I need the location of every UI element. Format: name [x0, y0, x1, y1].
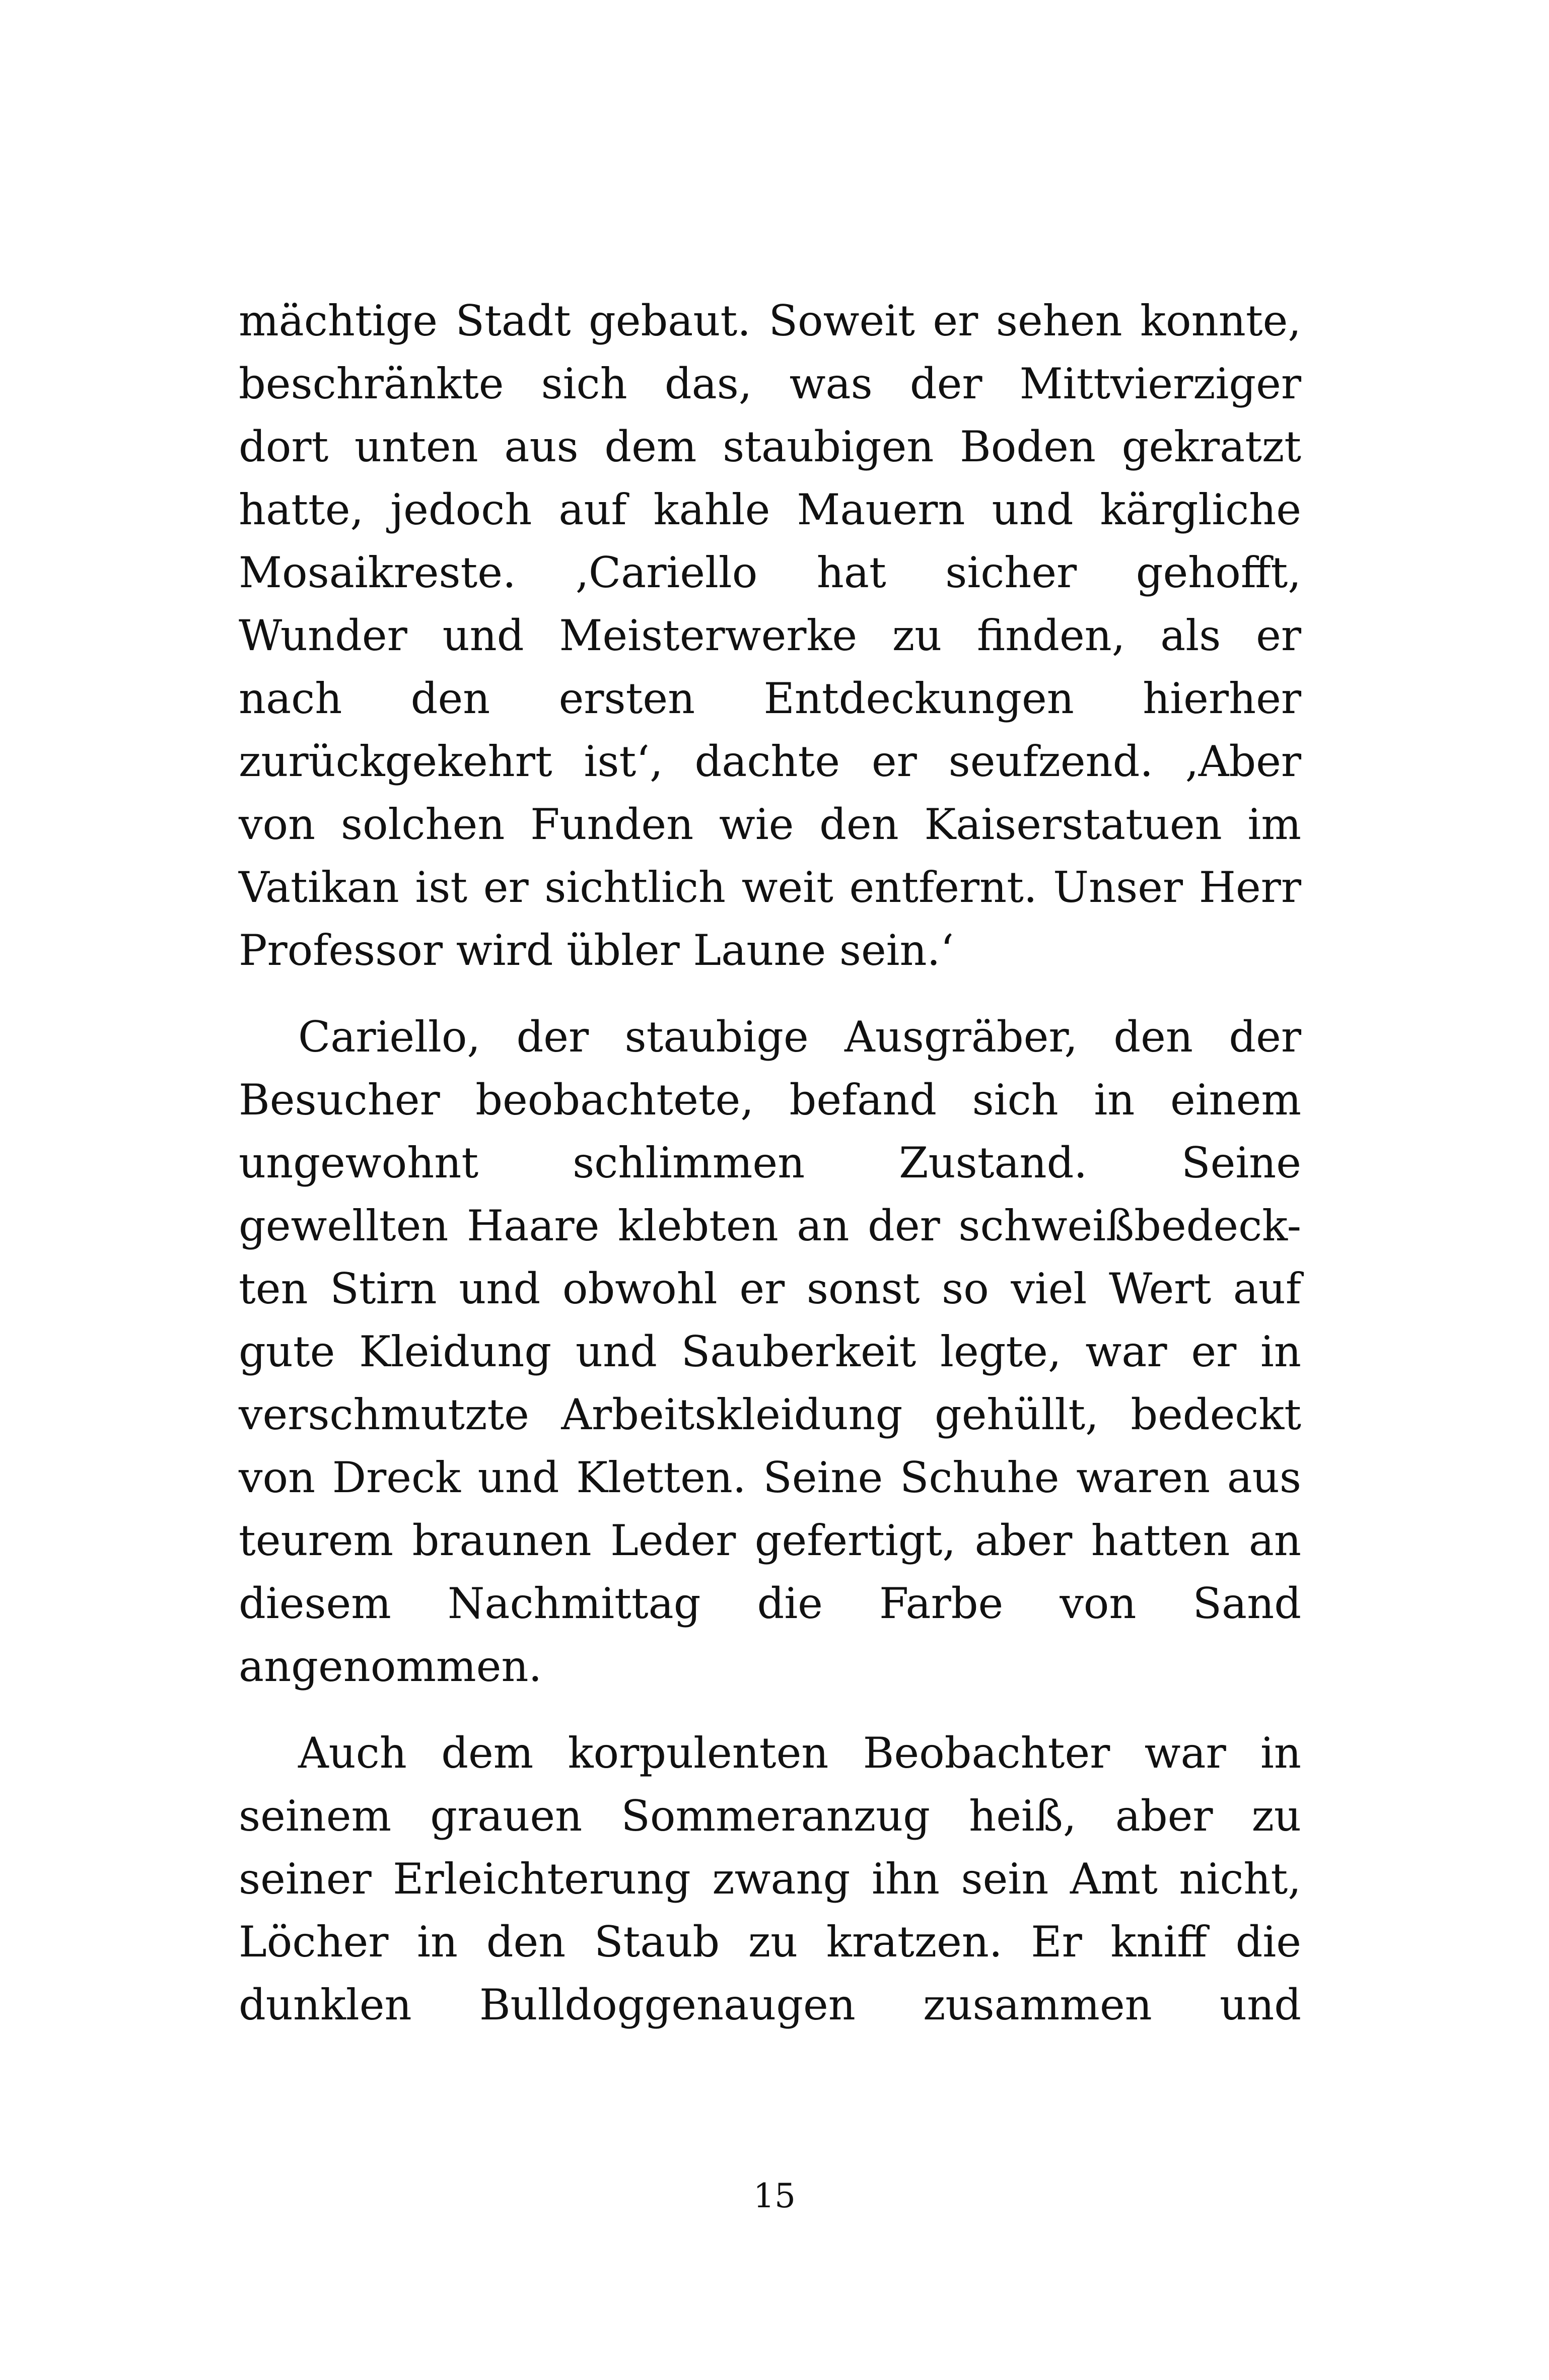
text-line: zurückgekehrt ist‘, dachte er seufzend. ‚Aber [239, 737, 1301, 786]
text-line: teurem braunen Leder gefertigt, aber hatten an [239, 1516, 1301, 1565]
text-line: Löcher in den Staub zu kratzen. Er kniff die [239, 1917, 1301, 1967]
page-number: 15 [753, 2177, 796, 2215]
text-line: Besucher beobachtete, befand sich in einem [239, 1075, 1301, 1125]
text-line: angenommen. [239, 1642, 542, 1691]
text-line: gute Kleidung und Sauberkeit legte, war er in [239, 1327, 1301, 1376]
text-line: Auch dem korpulenten Beobachter war in [298, 1728, 1301, 1778]
text-line: seiner Erleichterung zwang ihn sein Amt nicht, [239, 1854, 1301, 1904]
text-line: hatte, jedoch auf kahle Mauern und kärgliche [239, 485, 1301, 534]
paragraph-spacer [239, 1698, 1301, 1722]
text-line: gewellten Haare klebten an der schweißbedeck- [239, 1201, 1301, 1250]
body-text [239, 290, 1301, 2037]
text-line: mächtige Stadt gebaut. Soweit er sehen konnte, [239, 296, 1301, 345]
text-line: dort unten aus dem staubigen Boden gekratzt [239, 422, 1301, 471]
text-line: Wunder und Meisterwerke zu finden, als er [239, 611, 1301, 660]
text-line: nach den ersten Entdeckungen hierher [239, 674, 1301, 723]
text-line: dunklen Bulldoggenaugen zusammen und [239, 1980, 1301, 2029]
text-line: verschmutzte Arbeitskleidung gehüllt, bedeckt [239, 1390, 1301, 1439]
text-line: ungewohnt schlimmen Zustand. Seine [239, 1138, 1301, 1187]
paragraph-3 [239, 1722, 1301, 2037]
text-line: ten Stirn und obwohl er sonst so viel Wert auf [239, 1264, 1301, 1313]
text-line: Professor wird übler Laune sein.‘ [239, 926, 954, 975]
text-line: beschränkte sich das, was der Mittvierziger [239, 359, 1301, 408]
paragraph-spacer [239, 982, 1301, 1006]
paragraph-1 [239, 290, 1301, 982]
text-line: Mosaikreste. ‚Cariello hat sicher gehofft, [239, 548, 1301, 597]
text-line: Cariello, der staubige Ausgräber, den der [298, 1012, 1301, 1062]
text-line: von solchen Funden wie den Kaiserstatuen im [239, 800, 1301, 849]
paragraph-2 [239, 1006, 1301, 1698]
text-line: diesem Nachmittag die Farbe von Sand [239, 1579, 1301, 1628]
text-line: seinem grauen Sommeranzug heiß, aber zu [239, 1791, 1301, 1841]
text-line: Vatikan ist er sichtlich weit entfernt. Unser Herr [239, 863, 1301, 912]
text-line: von Dreck und Kletten. Seine Schuhe waren aus [239, 1453, 1301, 1502]
